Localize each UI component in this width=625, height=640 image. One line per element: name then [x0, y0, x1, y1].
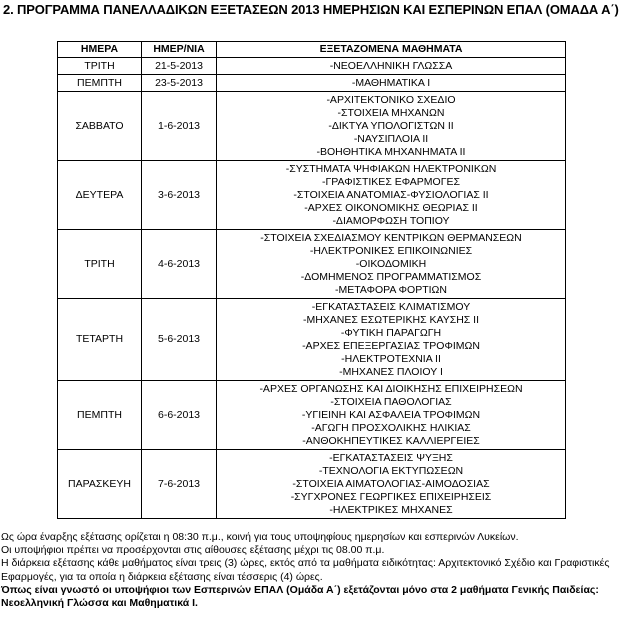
note-paragraph: Όπως είναι γνωστό οι υποψήφιοι των Εσπερινών ΕΠΑΛ (Ομάδα Α΄) εξετάζονται μόνο στα 2 μαθήματα Γενικής Παιδείας: Νεοελληνική Γλώσσα και Μαθηματικά Ι.: [1, 583, 599, 610]
subject-item: -ΣΥΣΤΗΜΑΤΑ ΨΗΦΙΑΚΩΝ ΗΛΕΚΤΡΟΝΙΚΩΝ: [285, 162, 497, 175]
subject-item: -ΣΤΟΙΧΕΙΑ ΑΝΑΤΟΜΙΑΣ-ΦΥΣΙΟΛΟΓΙΑΣ ΙΙ: [293, 188, 489, 201]
table-row: [58, 92, 566, 161]
subject-item: -ΜΗΧΑΝΕΣ ΕΣΩΤΕΡΙΚΗΣ ΚΑΥΣΗΣ ΙΙ: [302, 313, 480, 326]
exam-subjects-cell: [217, 450, 566, 519]
subject-item: -ΜΗΧΑΝΕΣ ΠΛΟΙΟΥ Ι: [339, 365, 443, 378]
subject-item: -ΥΓΙΕΙΝΗ ΚΑΙ ΑΣΦΑΛΕΙΑ ΤΡΟΦΙΜΩΝ: [301, 408, 481, 421]
exam-date-cell: 7-6-2013: [142, 450, 217, 519]
table-row: [58, 450, 566, 519]
subject-item: -ΣΤΟΙΧΕΙΑ ΠΑΘΟΛΟΓΙΑΣ: [330, 395, 452, 408]
subject-item: -ΝΑΥΣΙΠΛΟΙΑ ΙΙ: [353, 132, 429, 145]
exam-date-cell: 3-6-2013: [142, 161, 217, 230]
header-day: ΗΜΕΡΑ: [58, 42, 142, 58]
subject-item: -ΜΕΤΑΦΟΡΑ ΦΟΡΤΙΩΝ: [334, 283, 447, 296]
table-row: [58, 299, 566, 381]
header-subjects: ΕΞΕΤΑΖΟΜΕΝΑ ΜΑΘΗΜΑΤΑ: [217, 42, 566, 58]
exam-day-cell: ΤΕΤΑΡΤΗ: [58, 299, 142, 381]
subject-item: -ΣΤΟΙΧΕΙΑ ΣΧΕΔΙΑΣΜΟΥ ΚΕΝΤΡΙΚΩΝ ΘΕΡΜΑΝΣΕΩΝ: [260, 231, 522, 244]
subject-item: -ΣΤΟΙΧΕΙΑ ΑΙΜΑΤΟΛΟΓΙΑΣ-ΑΙΜΟΔΟΣΙΑΣ: [292, 477, 490, 490]
exam-day-cell: ΠΕΜΠΤΗ: [58, 381, 142, 450]
table-row: [58, 381, 566, 450]
exam-subjects-cell: [217, 299, 566, 381]
subject-item: -ΗΛΕΚΤΡΟΤΕΧΝΙΑ ΙΙ: [341, 352, 441, 365]
exam-date-cell: 1-6-2013: [142, 92, 217, 161]
subject-item: -ΤΕΧΝΟΛΟΓΙΑ ΕΚΤΥΠΩΣΕΩΝ: [318, 464, 464, 477]
subject-item: -ΟΙΚΟΔΟΜΙΚΗ: [355, 257, 427, 270]
table-header-row: [58, 42, 566, 58]
subject-item: -ΝΕΟΕΛΛΗΝΙΚΗ ΓΛΩΣΣΑ: [329, 59, 453, 72]
exam-day-cell: ΔΕΥΤΕΡΑ: [58, 161, 142, 230]
subject-item: -ΜΑΘΗΜΑΤΙΚΑ Ι: [351, 76, 431, 89]
note-paragraph: Η διάρκεια εξέτασης κάθε μαθήματος είναι τρεις (3) ώρες, εκτός από τα μαθήματα ειδικότητας: Αρχιτεκτονικό Σχέδιο και Γραφιστικές Εφαρμογές, για τα οποία η διάρκεια εξέτασης είναι τέσσερις (4) ώρες.: [1, 557, 610, 583]
subject-item: -ΔΟΜΗΜΕΝΟΣ ΠΡΟΓΡΑΜΜΑΤΙΣΜΟΣ: [300, 270, 482, 283]
subject-item: -ΑΡΧΕΣ ΟΙΚΟΝΟΜΙΚΗΣ ΘΕΩΡΙΑΣ ΙΙ: [304, 201, 478, 214]
subject-item: -ΑΡΧΙΤΕΚΤΟΝΙΚΟ ΣΧΕΔΙΟ: [326, 93, 456, 106]
exam-subjects-cell: [217, 75, 566, 92]
exam-subjects-cell: [217, 381, 566, 450]
exam-date-cell: 4-6-2013: [142, 230, 217, 299]
exam-subjects-cell: [217, 230, 566, 299]
subject-item: -ΑΓΩΓΗ ΠΡΟΣΧΟΛΙΚΗΣ ΗΛΙΚΙΑΣ: [311, 421, 471, 434]
subject-item: -ΗΛΕΚΤΡΟΝΙΚΕΣ ΕΠΙΚΟΙΝΩΝΙΕΣ: [309, 244, 473, 257]
subject-item: -ΔΙΑΜΟΡΦΩΣΗ ΤΟΠΙΟΥ: [332, 214, 450, 227]
subject-item: -ΓΡΑΦΙΣΤΙΚΕΣ ΕΦΑΡΜΟΓΕΣ: [321, 175, 460, 188]
exam-date-cell: 23-5-2013: [142, 75, 217, 92]
subject-item: -ΣΥΓΧΡΟΝΕΣ ΓΕΩΡΓΙΚΕΣ ΕΠΙΧΕΙΡΗΣΕΙΣ: [290, 490, 492, 503]
exam-subjects-cell: [217, 161, 566, 230]
table-row: [58, 75, 566, 92]
exam-schedule-table: [57, 41, 566, 519]
subject-item: -ΕΓΚΑΤΑΣΤΑΣΕΙΣ ΨΥΞΗΣ: [329, 451, 453, 464]
note-paragraph: Οι υποψήφιοι πρέπει να προσέρχονται στις αίθουσες εξέτασης μέχρι τις 08.00 π.μ.: [1, 544, 385, 557]
exam-day-cell: ΣΑΒΒΑΤΟ: [58, 92, 142, 161]
exam-date-cell: 5-6-2013: [142, 299, 217, 381]
subject-item: -ΑΡΧΕΣ ΕΠΕΞΕΡΓΑΣΙΑΣ ΤΡΟΦΙΜΩΝ: [302, 339, 480, 352]
subject-item: -ΦΥΤΙΚΗ ΠΑΡΑΓΩΓΗ: [340, 326, 442, 339]
subject-item: -ΗΛΕΚΤΡΙΚΕΣ ΜΗΧΑΝΕΣ: [329, 503, 453, 516]
document-title: 2. ΠΡΟΓΡΑΜΜΑ ΠΑΝΕΛΛΑΔΙΚΩΝ ΕΞΕΤΑΣΕΩΝ 2013 ΗΜΕΡΗΣΙΩΝ ΚΑΙ ΕΣΠΕΡΙΝΩΝ ΕΠΑΛ (ΟΜΑΔΑ Α΄): [3, 2, 619, 17]
exam-subjects-cell: [217, 92, 566, 161]
subject-item: -ΣΤΟΙΧΕΙΑ ΜΗΧΑΝΩΝ: [337, 106, 445, 119]
exam-day-cell: ΠΑΡΑΣΚΕΥΗ: [58, 450, 142, 519]
table-row: [58, 58, 566, 75]
exam-date-cell: 6-6-2013: [142, 381, 217, 450]
table-row: [58, 230, 566, 299]
exam-day-cell: ΠΕΜΠΤΗ: [58, 75, 142, 92]
subject-item: -ΑΝΘΟΚΗΠΕΥΤΙΚΕΣ ΚΑΛΛΙΕΡΓΕΙΕΣ: [302, 434, 480, 447]
header-date: ΗΜΕΡ/ΝΙΑ: [142, 42, 217, 58]
exam-date-cell: 21-5-2013: [142, 58, 217, 75]
notes-section: [1, 531, 623, 610]
note-paragraph: Ως ώρα έναρξης εξέτασης ορίζεται η 08:30 π.μ., κοινή για τους υποψηφίους ημερησίων και εσπερινών Λυκείων.: [1, 531, 519, 543]
exam-day-cell: ΤΡΙΤΗ: [58, 58, 142, 75]
subject-item: -ΒΟΗΘΗΤΙΚΑ ΜΗΧΑΝΗΜΑΤΑ ΙΙ: [316, 145, 466, 158]
subject-item: -ΔΙΚΤΥΑ ΥΠΟΛΟΓΙΣΤΩΝ ΙΙ: [328, 119, 454, 132]
table-row: [58, 161, 566, 230]
subject-item: -ΕΓΚΑΤΑΣΤΑΣΕΙΣ ΚΛΙΜΑΤΙΣΜΟΥ: [311, 300, 471, 313]
exam-subjects-cell: [217, 58, 566, 75]
exam-day-cell: ΤΡΙΤΗ: [58, 230, 142, 299]
subject-item: -ΑΡΧΕΣ ΟΡΓΑΝΩΣΗΣ ΚΑΙ ΔΙΟΙΚΗΣΗΣ ΕΠΙΧΕΙΡΗΣΕΩΝ: [259, 382, 523, 395]
